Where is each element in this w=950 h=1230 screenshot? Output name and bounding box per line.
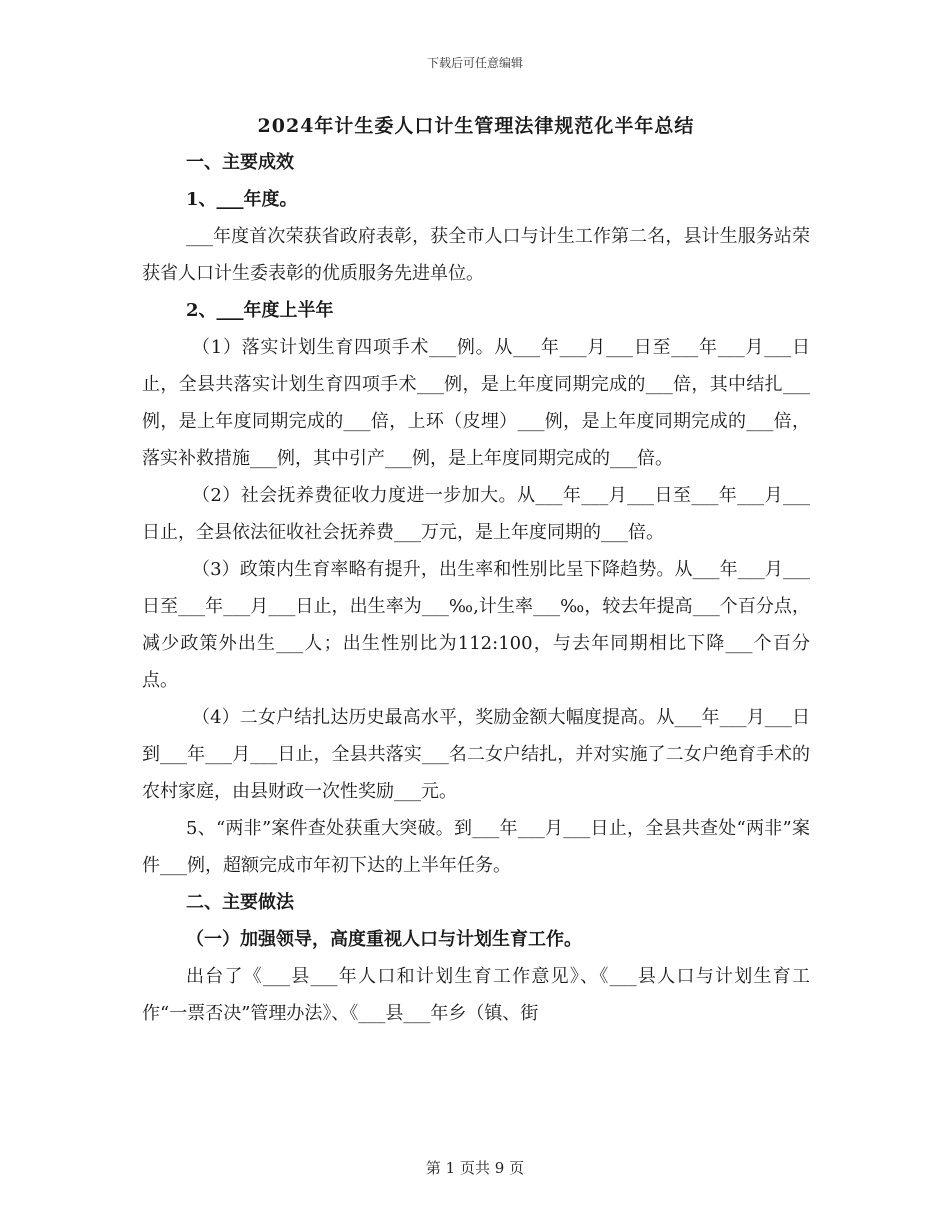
- header-note: 下载后可任意编辑: [426, 56, 523, 70]
- document-title: 2024年计生委人口计生管理法律规范化半年总结: [257, 115, 695, 137]
- section-heading-methods: 二、主要做法: [186, 892, 294, 913]
- section-heading-achievements: 一、主要成效: [186, 152, 294, 173]
- paragraph-birth-rate: （3）政策内生育率略有提升，出生率和性别比呈下降趋势。从___年___月___日至___年___月___日止，出生率为___‰,计生率___‰，较去年提高___个百分点，减少政策外出生___人；出生性别比为112:100，与去年同期相比下降___个百分点。: [142, 559, 810, 691]
- paragraph-year-honors: ___年度首次荣获省政府表彰，获全市人口与计生工作第二名，县计生服务站荣获省人口计生委表彰的优质服务先进单位。: [142, 226, 810, 284]
- paragraph-two-non-cases: 5、“两非”案件查处获重大突破。到___年___月___日止，全县共查处“两非”案件___例，超额完成市年初下达的上半年任务。: [142, 818, 810, 876]
- paragraph-policies: 出台了《___县___年人口和计划生育工作意见》、《___县人口与计划生育工作“一票否决”管理办法》、《___县___年乡（镇、街: [142, 966, 810, 1024]
- subheading-leadership: （一）加强领导，高度重视人口与计划生育工作。: [186, 929, 582, 950]
- subheading-year: 1、___年度。: [186, 189, 298, 210]
- paragraph-social-fee: （2）社会抚养费征收力度进一步加大。从___年___月___日至___年___月___日止，全县依法征收社会抚养费___万元，是上年度同期的___倍。: [142, 485, 810, 543]
- page-number: 第 1 页共 9 页: [425, 1159, 525, 1177]
- paragraph-two-daughter: （4）二女户结扎达历史最高水平，奖励金额大幅度提高。从___年___月___日到___年___月___日止，全县共落实___名二女户结扎，并对实施了二女户绝育手术的农村家庭，由县财政一次性奖励___元。: [142, 707, 810, 802]
- paragraph-surgeries: （1）落实计划生育四项手术___例。从___年___月___日至___年___月___日止，全县共落实计划生育四项手术___例，是上年度同期完成的___倍，其中结扎___例，是上年度同期完成的___倍，上环（皮埋）___例，是上年度同期完成的___倍，落实补救措施___例，其中引产___例，是上年度同期完成的___倍。: [142, 337, 810, 469]
- document-body: [142, 108, 810, 1032]
- subheading-half-year: 2、___年度上半年: [186, 300, 334, 321]
